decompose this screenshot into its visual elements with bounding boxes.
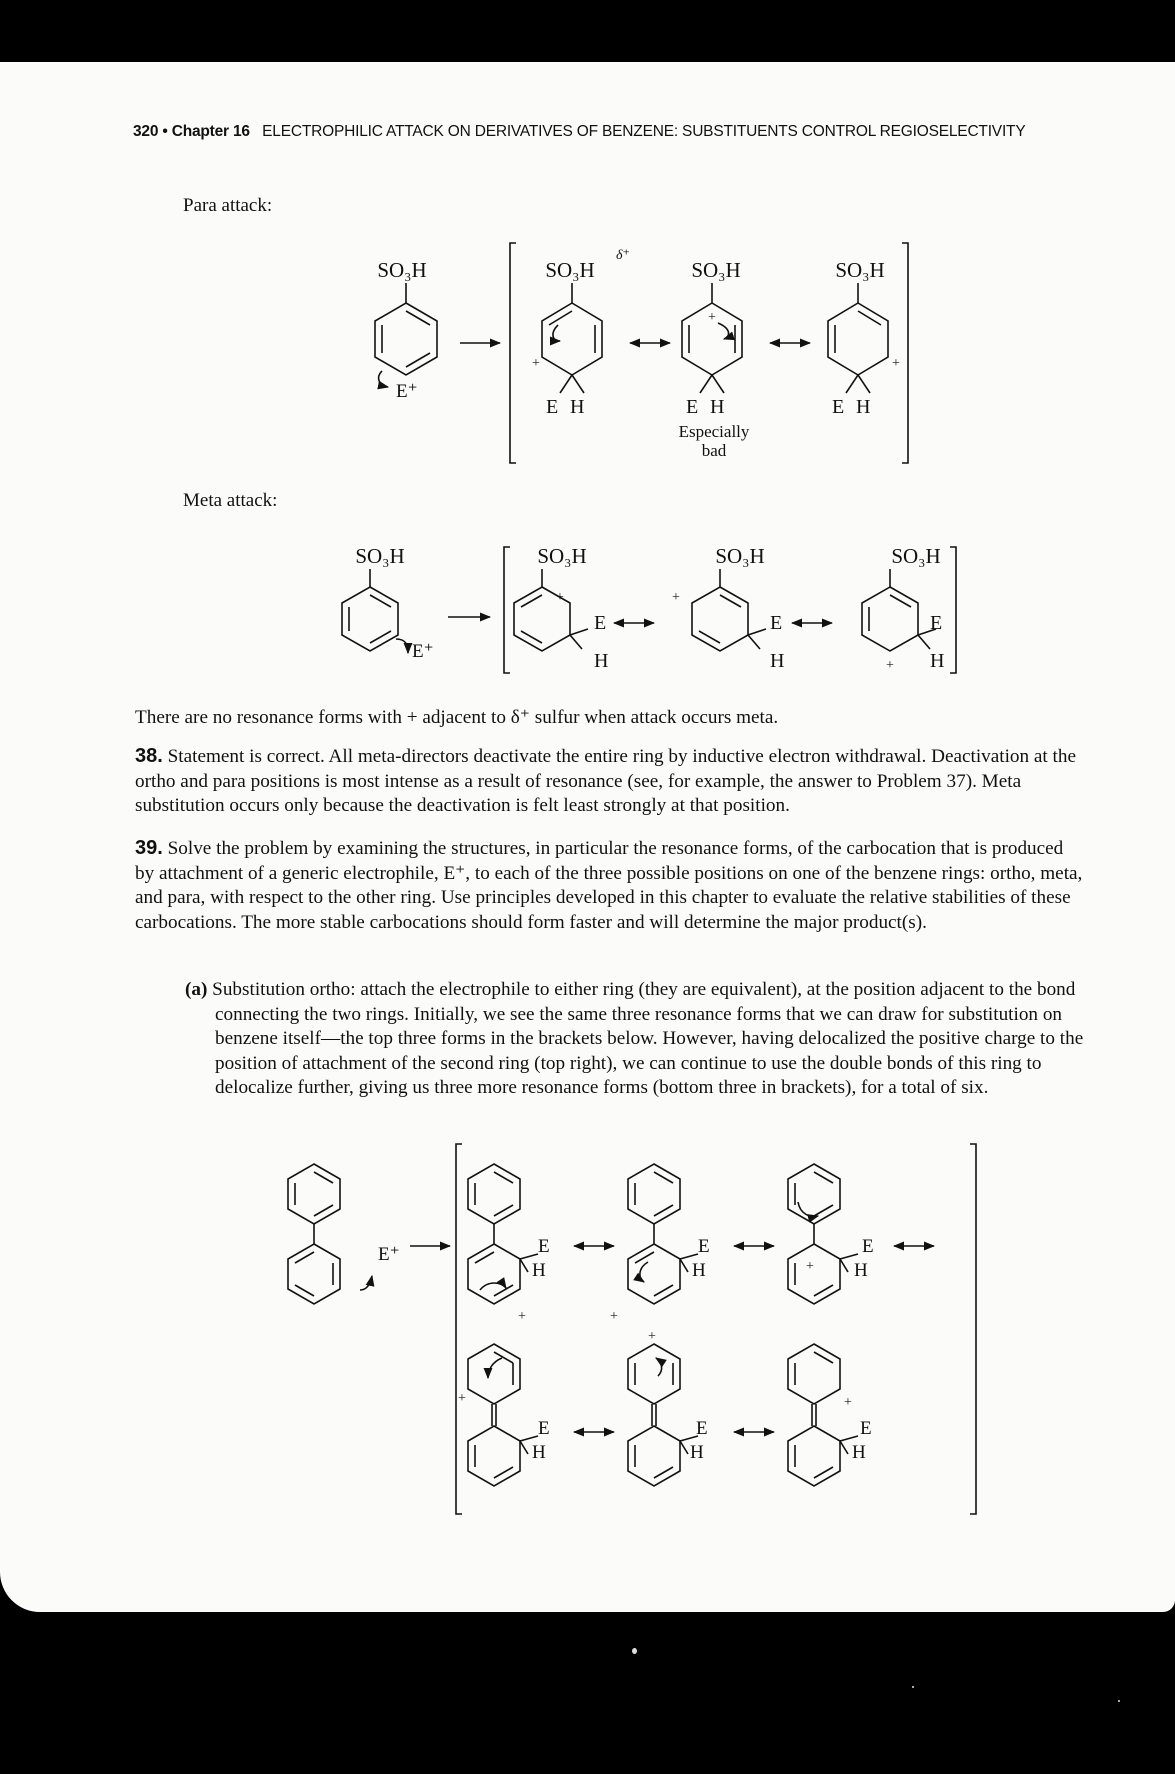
- biphenyl-electrophile: E⁺: [378, 1244, 400, 1265]
- answer-39-number: 39.: [135, 837, 163, 859]
- svg-text:+: +: [610, 1309, 618, 1324]
- svg-text:+: +: [532, 356, 540, 371]
- para-h-3: H: [856, 396, 871, 418]
- bp-h-2: H: [692, 1260, 706, 1281]
- para-attack-label: Para attack:: [183, 195, 273, 216]
- meta-so3h-4: SO₃H: [891, 544, 941, 568]
- bp-e-3: E: [862, 1236, 874, 1257]
- para-so3h-2: SO₃H: [545, 258, 595, 282]
- meta-h-2: H: [770, 650, 785, 672]
- biphenyl-form-1: [468, 1164, 550, 1324]
- biphenyl-form-2: [610, 1164, 710, 1324]
- speck: [912, 1686, 914, 1688]
- para-e-2: E: [686, 396, 699, 418]
- bp-h-3: H: [854, 1260, 868, 1281]
- bp-h-1: H: [532, 1260, 546, 1281]
- meta-h-3: H: [930, 650, 945, 672]
- biphenyl-form-4: [458, 1344, 550, 1486]
- bp-e-4: E: [538, 1418, 550, 1439]
- para-e-3: E: [832, 396, 845, 418]
- para-electrophile: E⁺: [396, 381, 418, 402]
- answer-38: [135, 744, 1085, 819]
- speck: [632, 1648, 637, 1654]
- meta-so3h-3: SO₃H: [715, 544, 765, 568]
- svg-text:+: +: [886, 658, 894, 673]
- answer-39-text: Solve the problem by examining the structures, in particular the resonance forms, of the carbocation that is produced by attachment of a generic electrophile, E⁺, to each of the three possible positions on one of the benzene rings: ortho, meta, and para, with respect to the other ring. Use principles developed in this chapter to evaluate the relative stabilities of these carbocations. The more stable carbocations should form faster and will determine the major product(s).: [135, 838, 1083, 933]
- answer-38-text: Statement is correct. All meta-directors deactivate the entire ring by inductive electron withdrawal. Deactivation at the ortho and para positions is most intense as a result of resonance (see, for example, the answer to Problem 37). Meta substitution occurs only because the deactivation is felt least strongly at that position.: [135, 746, 1076, 817]
- running-header: 320 • Chapter 16 ELECTROPHILIC ATTACK ON DERIVATIVES OF BENZENE: SUBSTITUENTS CONTROL REGIOSELECTIVITY: [133, 123, 1026, 140]
- svg-text:+: +: [672, 590, 680, 605]
- biphenyl-start: [288, 1164, 400, 1304]
- bp-h-6: H: [852, 1442, 866, 1463]
- part-a-text: Substitution ortho: attach the electrophile to either ring (they are equivalent), at the position adjacent to the bond connecting the two rings. Initially, we see the same three resonance forms that we can draw for substitution on benzene itself—the top three forms in the brackets below. However, having delocalized the positive charge to the position of attachment of the second ring (top right), we can continue to use the double bonds of this ring to delocalize further, giving us three more resonance forms (bottom three in brackets), for a total of six.: [212, 979, 1084, 1099]
- part-a-label: (a): [185, 979, 208, 1000]
- bp-e-6: E: [860, 1418, 872, 1439]
- para-e-1: E: [546, 396, 559, 418]
- speck: [1118, 1700, 1120, 1702]
- bp-h-4: H: [532, 1442, 546, 1463]
- svg-text:+: +: [458, 1391, 466, 1406]
- meta-note: There are no resonance forms with + adjacent to δ⁺ sulfur when attack occurs meta.: [135, 707, 779, 728]
- para-note-2: bad: [701, 441, 727, 460]
- answer-39-part-a: [185, 978, 1085, 1101]
- para-form-3: [828, 258, 900, 418]
- svg-text:+: +: [892, 356, 900, 371]
- para-so3h-1: SO₃H: [377, 258, 427, 282]
- biphenyl-form-5: [628, 1329, 708, 1486]
- meta-so3h-1: SO₃H: [355, 544, 405, 568]
- biphenyl-form-3: [788, 1164, 874, 1304]
- meta-so3h-2: SO₃H: [537, 544, 587, 568]
- para-delta: δ⁺: [616, 248, 630, 263]
- para-form-1: [532, 258, 602, 418]
- para-form-2: [616, 248, 750, 460]
- para-so3h-4: SO₃H: [835, 258, 885, 282]
- para-benzene: [375, 258, 437, 402]
- bp-e-2: E: [698, 1236, 710, 1257]
- meta-e-1: E: [594, 612, 607, 634]
- para-attack-scheme: [340, 225, 950, 470]
- meta-attack-scheme: [310, 535, 970, 685]
- para-note-1: Especially: [678, 422, 750, 441]
- meta-electrophile: E⁺: [412, 641, 434, 662]
- para-h-1: H: [570, 396, 585, 418]
- bp-e-5: E: [696, 1418, 708, 1439]
- meta-benzene: [342, 544, 434, 662]
- bp-h-5: H: [690, 1442, 704, 1463]
- chapter-label: Chapter 16: [171, 123, 250, 140]
- para-h-2: H: [710, 396, 725, 418]
- biphenyl-form-6: [788, 1344, 872, 1486]
- answer-39: [135, 836, 1085, 935]
- svg-text:+: +: [844, 1395, 852, 1410]
- meta-form-1: [514, 544, 608, 672]
- meta-form-3: [862, 544, 944, 673]
- svg-text:+: +: [648, 1329, 656, 1344]
- svg-text:+: +: [806, 1259, 814, 1274]
- meta-form-2: [672, 544, 784, 672]
- para-so3h-3: SO₃H: [691, 258, 741, 282]
- svg-text:+: +: [708, 310, 716, 325]
- page-number: 320: [133, 123, 159, 140]
- biphenyl-ortho-scheme: [270, 1140, 1010, 1520]
- answer-38-number: 38.: [135, 745, 163, 767]
- meta-e-3: E: [930, 612, 943, 634]
- chapter-title: ELECTROPHILIC ATTACK ON DERIVATIVES OF BENZENE: SUBSTITUENTS CONTROL REGIOSELECTIVITY: [262, 123, 1026, 140]
- meta-attack-label: Meta attack:: [183, 490, 278, 511]
- svg-text:+: +: [518, 1309, 526, 1324]
- meta-h-1: H: [594, 650, 609, 672]
- svg-text:+: +: [556, 590, 564, 605]
- bp-e-1: E: [538, 1236, 550, 1257]
- meta-e-2: E: [770, 612, 783, 634]
